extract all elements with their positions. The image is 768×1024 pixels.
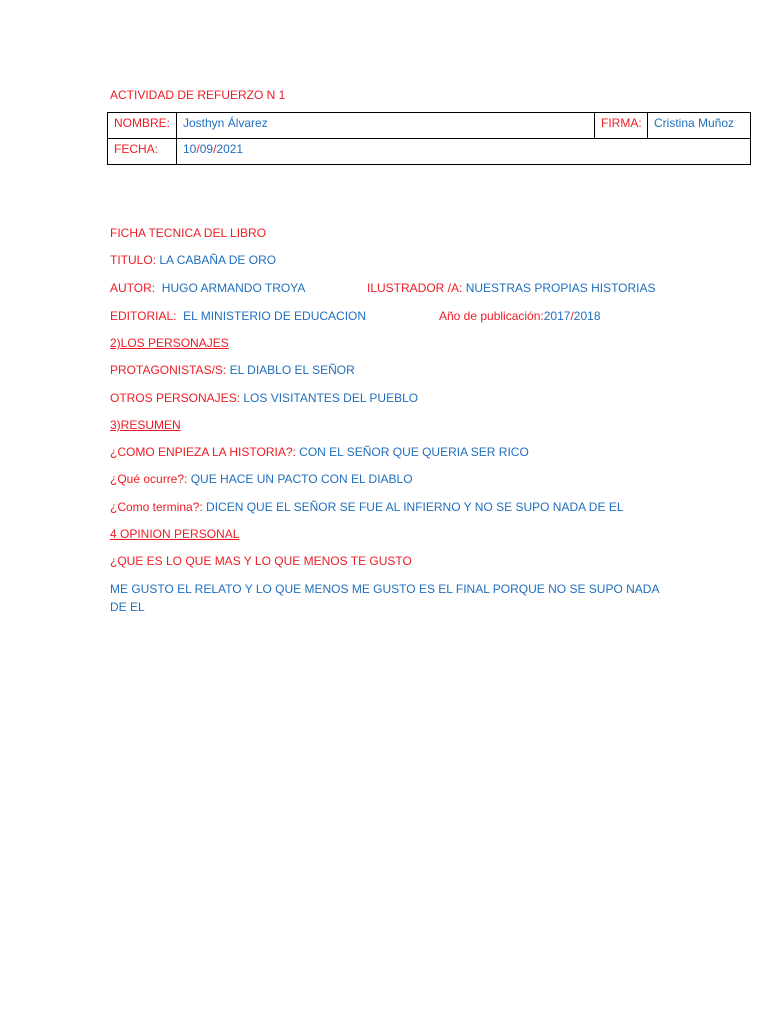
fecha-sep-1: / (196, 142, 200, 156)
resumen-q2-label: ¿Qué ocurre?: (110, 472, 188, 486)
anio-value-2: 2018 (573, 309, 601, 323)
firma-label: FIRMA: (595, 113, 648, 139)
ilustrador-value: NUESTRAS PROPIAS HISTORIAS (465, 281, 656, 295)
autor-line (110, 280, 305, 296)
ficha-title: FICHA TECNICA DEL LIBRO (110, 226, 267, 240)
editorial-label: EDITORIAL: (110, 309, 177, 323)
titulo-line (110, 252, 276, 268)
opinion-answer-line-2: DE EL (110, 600, 145, 614)
anio-label: Año de publicación: (439, 309, 544, 323)
otros-label: OTROS PERSONAJES: (110, 391, 241, 405)
anio-sep: / (570, 309, 574, 323)
nombre-value: Josthyn Álvarez (177, 113, 595, 139)
resumen-q1-line (110, 444, 529, 460)
header-row-name (108, 113, 751, 139)
otros-line (110, 390, 418, 406)
resumen-q1-value: CON EL SEÑOR QUE QUERIA SER RICO (299, 445, 529, 459)
resumen-q1-label: ¿COMO ENPIEZA LA HISTORIA?: (110, 445, 296, 459)
ilustrador-line (367, 280, 656, 296)
fecha-day: 10 (183, 142, 197, 156)
document-heading: ACTIVIDAD DE REFUERZO N 1 (110, 88, 286, 102)
resumen-q3-label: ¿Como termina?: (110, 500, 203, 514)
anio-value-1: 2017 (543, 309, 571, 323)
titulo-label: TITULO: (110, 253, 157, 267)
resumen-q3-value: DICEN QUE EL SEÑOR SE FUE AL INFIERNO Y NO SE SUPO NADA DE EL (206, 500, 624, 514)
anio-line (439, 308, 601, 324)
protagonistas-label: PROTAGONISTAS/S: (110, 363, 227, 377)
resumen-q3-line (110, 499, 624, 515)
protagonistas-value: EL DIABLO EL SEÑOR (229, 363, 355, 377)
protagonistas-line (110, 362, 355, 378)
editorial-line (110, 308, 366, 324)
resumen-q2-value: QUE HACE UN PACTO CON EL DIABLO (190, 472, 413, 486)
fecha-sep-2: / (213, 142, 217, 156)
opinion-title: 4 OPINION PERSONAL (110, 527, 240, 541)
nombre-label: NOMBRE: (108, 113, 177, 139)
fecha-label: FECHA: (108, 139, 177, 165)
fecha-month: 09 (199, 142, 214, 156)
autor-value: HUGO ARMANDO TROYA (161, 281, 306, 295)
titulo-value: LA CABAÑA DE ORO (159, 253, 277, 267)
header-table (107, 112, 751, 165)
opinion-answer-line-1: ME GUSTO EL RELATO Y LO QUE MENOS ME GUSTO ES EL FINAL PORQUE NO SE SUPO NADA (110, 582, 660, 596)
fecha-year: 2021 (216, 142, 244, 156)
resumen-q2-line (110, 471, 413, 487)
firma-value: Cristina Muñoz (648, 113, 751, 139)
editorial-value: EL MINISTERIO DE EDUCACION (183, 309, 367, 323)
autor-label: AUTOR: (110, 281, 156, 295)
resumen-title: 3)RESUMEN (110, 418, 181, 432)
header-row-date (108, 139, 751, 165)
opinion-question: ¿QUE ES LO QUE MAS Y LO QUE MENOS TE GUSTO (110, 554, 412, 568)
personajes-title: 2)LOS PERSONAJES (110, 336, 229, 350)
ilustrador-label: ILUSTRADOR /A: (367, 281, 463, 295)
fecha-value (177, 139, 751, 165)
otros-value: LOS VISITANTES DEL PUEBLO (243, 391, 419, 405)
